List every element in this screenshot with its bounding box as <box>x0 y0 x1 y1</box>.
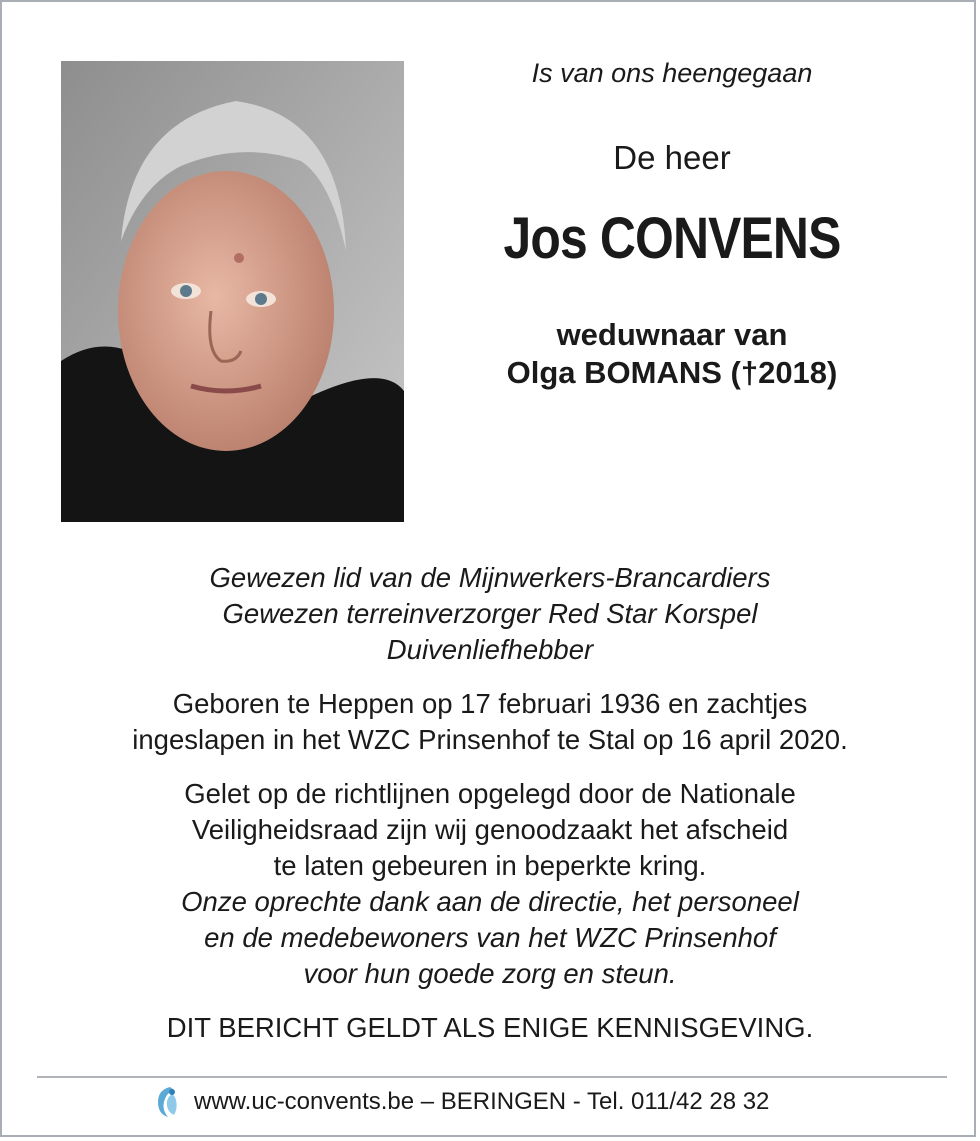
membership-line: Duivenliefhebber <box>386 634 594 665</box>
spouse-info <box>472 316 872 392</box>
portrait-image <box>61 61 404 522</box>
birth-death-line: Geboren te Heppen op 17 februari 1936 en zachtjes <box>172 688 808 719</box>
memberships <box>62 560 918 668</box>
notice: DIT BERICHT GELDT ALS ENIGE KENNISGEVING. <box>166 1012 814 1043</box>
guidelines-line: Veiligheidsraad zijn wij genoodzaakt het afscheid <box>191 814 789 845</box>
membership-line: Gewezen terreinverzorger Red Star Korspel <box>222 598 758 629</box>
intro-text: Is van ons heengegaan <box>531 58 813 88</box>
footer-divider <box>37 1076 947 1078</box>
thanks-line: voor hun goede zorg en steun. <box>303 958 677 989</box>
announcement-header <box>472 54 872 392</box>
footer <box>152 1084 852 1120</box>
spouse-line-2: Olga BOMANS (†2018) <box>506 355 838 390</box>
guidelines <box>62 776 918 884</box>
obituary-body <box>62 560 918 1046</box>
birth-death-line: ingeslapen in het WZC Prinsenhof te Stal op 16 april 2020. <box>132 724 848 755</box>
guidelines-line: Gelet op de richtlijnen opgelegd door de Nationale <box>184 778 796 809</box>
birth-death-info <box>62 686 918 758</box>
deceased-name: Jos CONVENS <box>503 206 841 271</box>
portrait-photo <box>61 61 404 522</box>
membership-line: Gewezen lid van de Mijnwerkers-Brancardiers <box>209 562 771 593</box>
honorific: De heer <box>613 139 731 176</box>
funeral-home-logo-icon <box>152 1084 182 1120</box>
thanks-line: en de medebewoners van het WZC Prinsenhof <box>204 922 776 953</box>
thanks-line: Onze oprechte dank aan de directie, het personeel <box>181 886 799 917</box>
spouse-line-1: weduwnaar van <box>556 317 788 352</box>
thanks <box>62 884 918 992</box>
footer-contact: www.uc-convents.be – BERINGEN - Tel. 011/42 28 32 <box>194 1088 770 1115</box>
guidelines-line: te laten gebeuren in beperkte kring. <box>273 850 707 881</box>
